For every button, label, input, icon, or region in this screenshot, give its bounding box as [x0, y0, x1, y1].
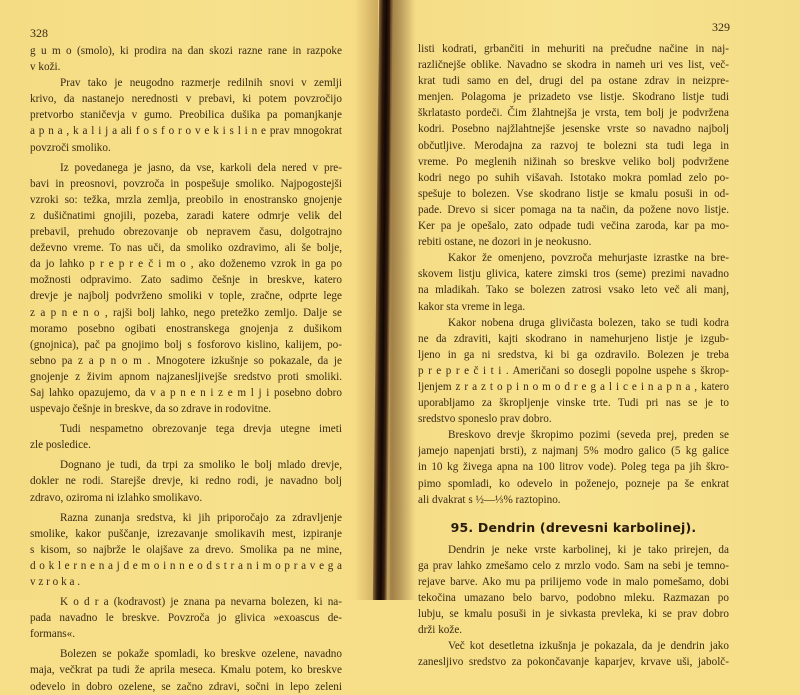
- text-line: bavi in preosnovi, povzroča in pospešuje smoliko. Najpogostejši: [30, 177, 342, 190]
- text-line: skovem listju glivica, katere zimski tros (seme) prezimi navadno: [418, 268, 729, 281]
- text-line: uspevajo češnje in breskve, da so zdrave in rodovitne.: [30, 403, 272, 416]
- page-number-left: 328: [30, 26, 48, 40]
- text-line: ne da zdraviti, kajti skodrano in namehurjeno listje je izgub-: [418, 332, 729, 345]
- text-line: prebavil, prehudo obrezovanje ob nepravem času, dolgotrajno: [30, 226, 342, 239]
- text-line: moramo posebno ogibati enostranskega gnojenja z dušikom: [30, 322, 342, 335]
- text-line: Breskovo drevje škropimo pozimi (seveda prej, preden se: [448, 429, 729, 442]
- text-line: zdravo, oziroma ni izlahko smolikavo.: [30, 491, 203, 504]
- left-page-text: [30, 43, 342, 695]
- text-line: kodri. Posebno najžlahtnejše jesenske vrste so navadno najbolj: [418, 123, 729, 136]
- text-line: da jo lahko p r e p r e č i m o , ako doženemo vzrok in ga po: [30, 258, 342, 271]
- text-line: maja, večkrat pa tudi že aprila meseca. Kmalu potem, ko breskve: [30, 664, 342, 677]
- text-line: drži kože.: [418, 624, 463, 637]
- text-line: deževno vreme. To nas uči, da smoliko ozdravimo, ali še bolje,: [30, 242, 342, 255]
- text-line: v z r o k a .: [30, 576, 81, 588]
- text-line: v koži.: [30, 61, 61, 74]
- text-line: zanesljivo sredstvo za pokončavanje kaparjev, krvave uši, jabolč-: [418, 656, 729, 669]
- text-line: pada navadno le breskve. Povzroča jo glivica »exoascus de-: [30, 612, 342, 625]
- text-line: pimo spomladi, ko odevelo in poženejo, pozneje pa še enkrat: [418, 477, 729, 490]
- text-line: z dušičnatimi gnojili, pozeba, zaradi katere odmrje velik del: [30, 209, 342, 222]
- text-line: rejave barve. Ako mu pa prilijemo vode in malo pomešamo, dobi: [418, 575, 729, 588]
- text-line: sebno pa z a p n o m . Mnogotere izkušnje so pokazale, da je: [30, 354, 342, 367]
- text-line: Ker pa je opešalo, zato odpade tudi večina zaroda, kar pa mo-: [418, 220, 729, 233]
- text-line: Razna zunanja sredstva, ki jih priporočajo za zdravljenje: [60, 511, 342, 524]
- text-line: K o d r a (kodravost) je znana pa nevarna bolezen, ki na-: [60, 596, 342, 609]
- text-line: spešuje to bolezen. Vse skodrano listje se kmalu posuši in od-: [418, 187, 729, 200]
- text-line: menjen. Polagoma je prizadeto vse listje. Skodrano listje tudi: [418, 91, 729, 104]
- text-line: Dendrin je neke vrste karbolinej, ki je tako prirejen, da: [448, 543, 729, 556]
- text-line: pade. Drevo si sicer pomaga na ta način, da požene novo listje.: [418, 203, 729, 216]
- text-line: listi kodrati, grbančiti in mehuriti na prečudne načine in naj-: [418, 43, 729, 55]
- right-page-text: [418, 41, 729, 670]
- section-heading: 95. Dendrin (drevesni karbolinej).: [450, 519, 697, 535]
- text-line: ga prav lahko zmešamo celo z mrzlo vodo. Sam na sebi je temno-: [418, 559, 729, 572]
- text-line: in 10 kg živega apna na 100 litrov vode). Poleg tega pa jih škro-: [418, 461, 729, 474]
- text-line: p r e p r e č i t i . Američani so dosegli popolne uspehe s škrop-: [418, 364, 729, 377]
- text-line: ljeno in ga ni sredstva, ki bi ga ozdravilo. Bolezen je treba: [418, 348, 729, 361]
- page-number-right: 329: [712, 20, 730, 34]
- text-line: kodri nego po suhih višavah. Istotako mokra pomlad zelo po-: [418, 171, 729, 184]
- text-line: tekočina umazano belo barvo, podobno mleku. Razmazan po: [418, 592, 729, 604]
- text-line: g u m o (smolo), ki prodira na dan skozi razne rane in razpoke: [30, 45, 342, 57]
- left-page: [0, 0, 360, 693]
- text-line: z a p n e n o , rajši bolj lahko, nego pretežko zemljo. Dalje se: [30, 306, 342, 319]
- text-line: zle posledice.: [30, 439, 91, 452]
- text-line: Kakor nobena druga glivičasta bolezen, tako se tudi kodra: [448, 316, 729, 329]
- text-line: Kakor že omenjeno, povzroča mehurjaste izrastke na bre-: [448, 252, 729, 265]
- text-line: vreme. Po meglenih nižinah so breskve veliko bolj podvržene: [418, 155, 729, 168]
- text-line: gnojenje z živim apnom najzanesljivejše sredstvo proti smoliki.: [30, 370, 342, 383]
- text-line: pretvorbo staničevja v gumo. Preobilica dušika pa pomanjkanje: [30, 109, 342, 122]
- text-line: občutljive. Merodajna za razvoj te bolezni sta tudi lega in: [418, 139, 729, 152]
- text-line: s kisom, so najbrže le olajšave za drevo. Smolika pa ne mine,: [30, 543, 342, 556]
- text-line: možnosti odpravimo. Zato sadimo češnje in breskve, katero: [30, 274, 342, 287]
- text-line: na mladikah. Tako se bolezen zatrosi vsako leto več ali manj,: [418, 284, 729, 297]
- text-line: Več kot desetletna izkušnja je pokazala, da je dendrin jako: [448, 640, 729, 653]
- text-line: krivo, da nastanejo nerednosti v prebavi, ki potem povzročijo: [30, 93, 342, 106]
- text-line: povzroči smoliko.: [30, 141, 111, 154]
- text-line: odevelo in dobro ozelene, se začno zdravi, sočni in lepo zeleni: [30, 680, 342, 693]
- text-line: Bolezen se pokaže spomladi, ko breskve ozelene, navadno: [60, 648, 342, 661]
- text-line: formans«.: [30, 628, 76, 641]
- text-line: jamejo napenjati brsti), z najmanj 5% modro galico (5 kg galice: [418, 445, 729, 458]
- text-line: Saj lahko opazujemo, da v a p n e n i z e m l j i posebno dobro: [30, 386, 342, 399]
- text-line: lubju, se kmalu posuši in je sivkasta prevleka, ki se prav dobro: [418, 608, 729, 621]
- text-line: škrlatasto pordeči. Čim žlahtnejša je vrsta, tem bolj je podvržena: [418, 107, 729, 120]
- text-line: dokler ne rodi. Starejše drevje, ki redno rodi, je navadno bolj: [30, 475, 342, 488]
- text-line: a p n a , k a l i j a ali f o s f o r o v e k i s l i n e prav mnogokrat: [30, 125, 342, 138]
- text-line: različnejše oblike. Navadno se skodra in nameh uri ves list, več-: [418, 59, 729, 72]
- text-line: smolike, kakor puščanje, izrezavanje smolikavih mest, izpiranje: [30, 527, 342, 540]
- text-line: Dognano je tudi, da trpi za smoliko le bolj mlado drevje,: [60, 459, 342, 472]
- text-line: Tudi nespametno obrezovanje tega drevja utegne imeti: [60, 423, 342, 436]
- text-line: rebiti ostane, ne dozori in je neokusno.: [418, 236, 592, 249]
- text-line: ali dvakrat s ½—⅓% raztopino.: [418, 493, 561, 506]
- text-line: krat tudi samo en del, drugi del pa ostane zdrav in neizpre-: [418, 75, 729, 88]
- right-page: [400, 0, 800, 669]
- text-line: vzroki so: težka, mrzla zemlja, preobilo in enostransko gnojenje: [30, 193, 342, 206]
- text-line: drevje je najbolj podvrženo smoliki v tople, zračne, odprte lege: [30, 290, 342, 303]
- text-line: Iz povedanega je jasno, da vse, karkoli dela nered v pre-: [60, 161, 342, 174]
- text-line: d o k l e r n e n a j d e m o i n n e o d s t r a n i m o p r a v e g a: [30, 559, 342, 572]
- text-line: (gnojnica), pač pa gnojimo bolj s fosforovo kislino, kalijem, po-: [30, 338, 342, 351]
- text-line: Prav tako je neugodno razmerje redilnih snovi v zemlji: [60, 77, 342, 90]
- text-line: ljenjem z r a z t o p i n o m o d r e g a l i c e i n a p n a , katero: [418, 380, 729, 393]
- text-line: kakor sta vreme in lega.: [418, 300, 526, 313]
- text-line: sredstvo sponeslo prav dobro.: [418, 413, 552, 426]
- text-line: uporabljamo za škropljenje vinske trte. Tudi pri nas se je to: [418, 397, 729, 410]
